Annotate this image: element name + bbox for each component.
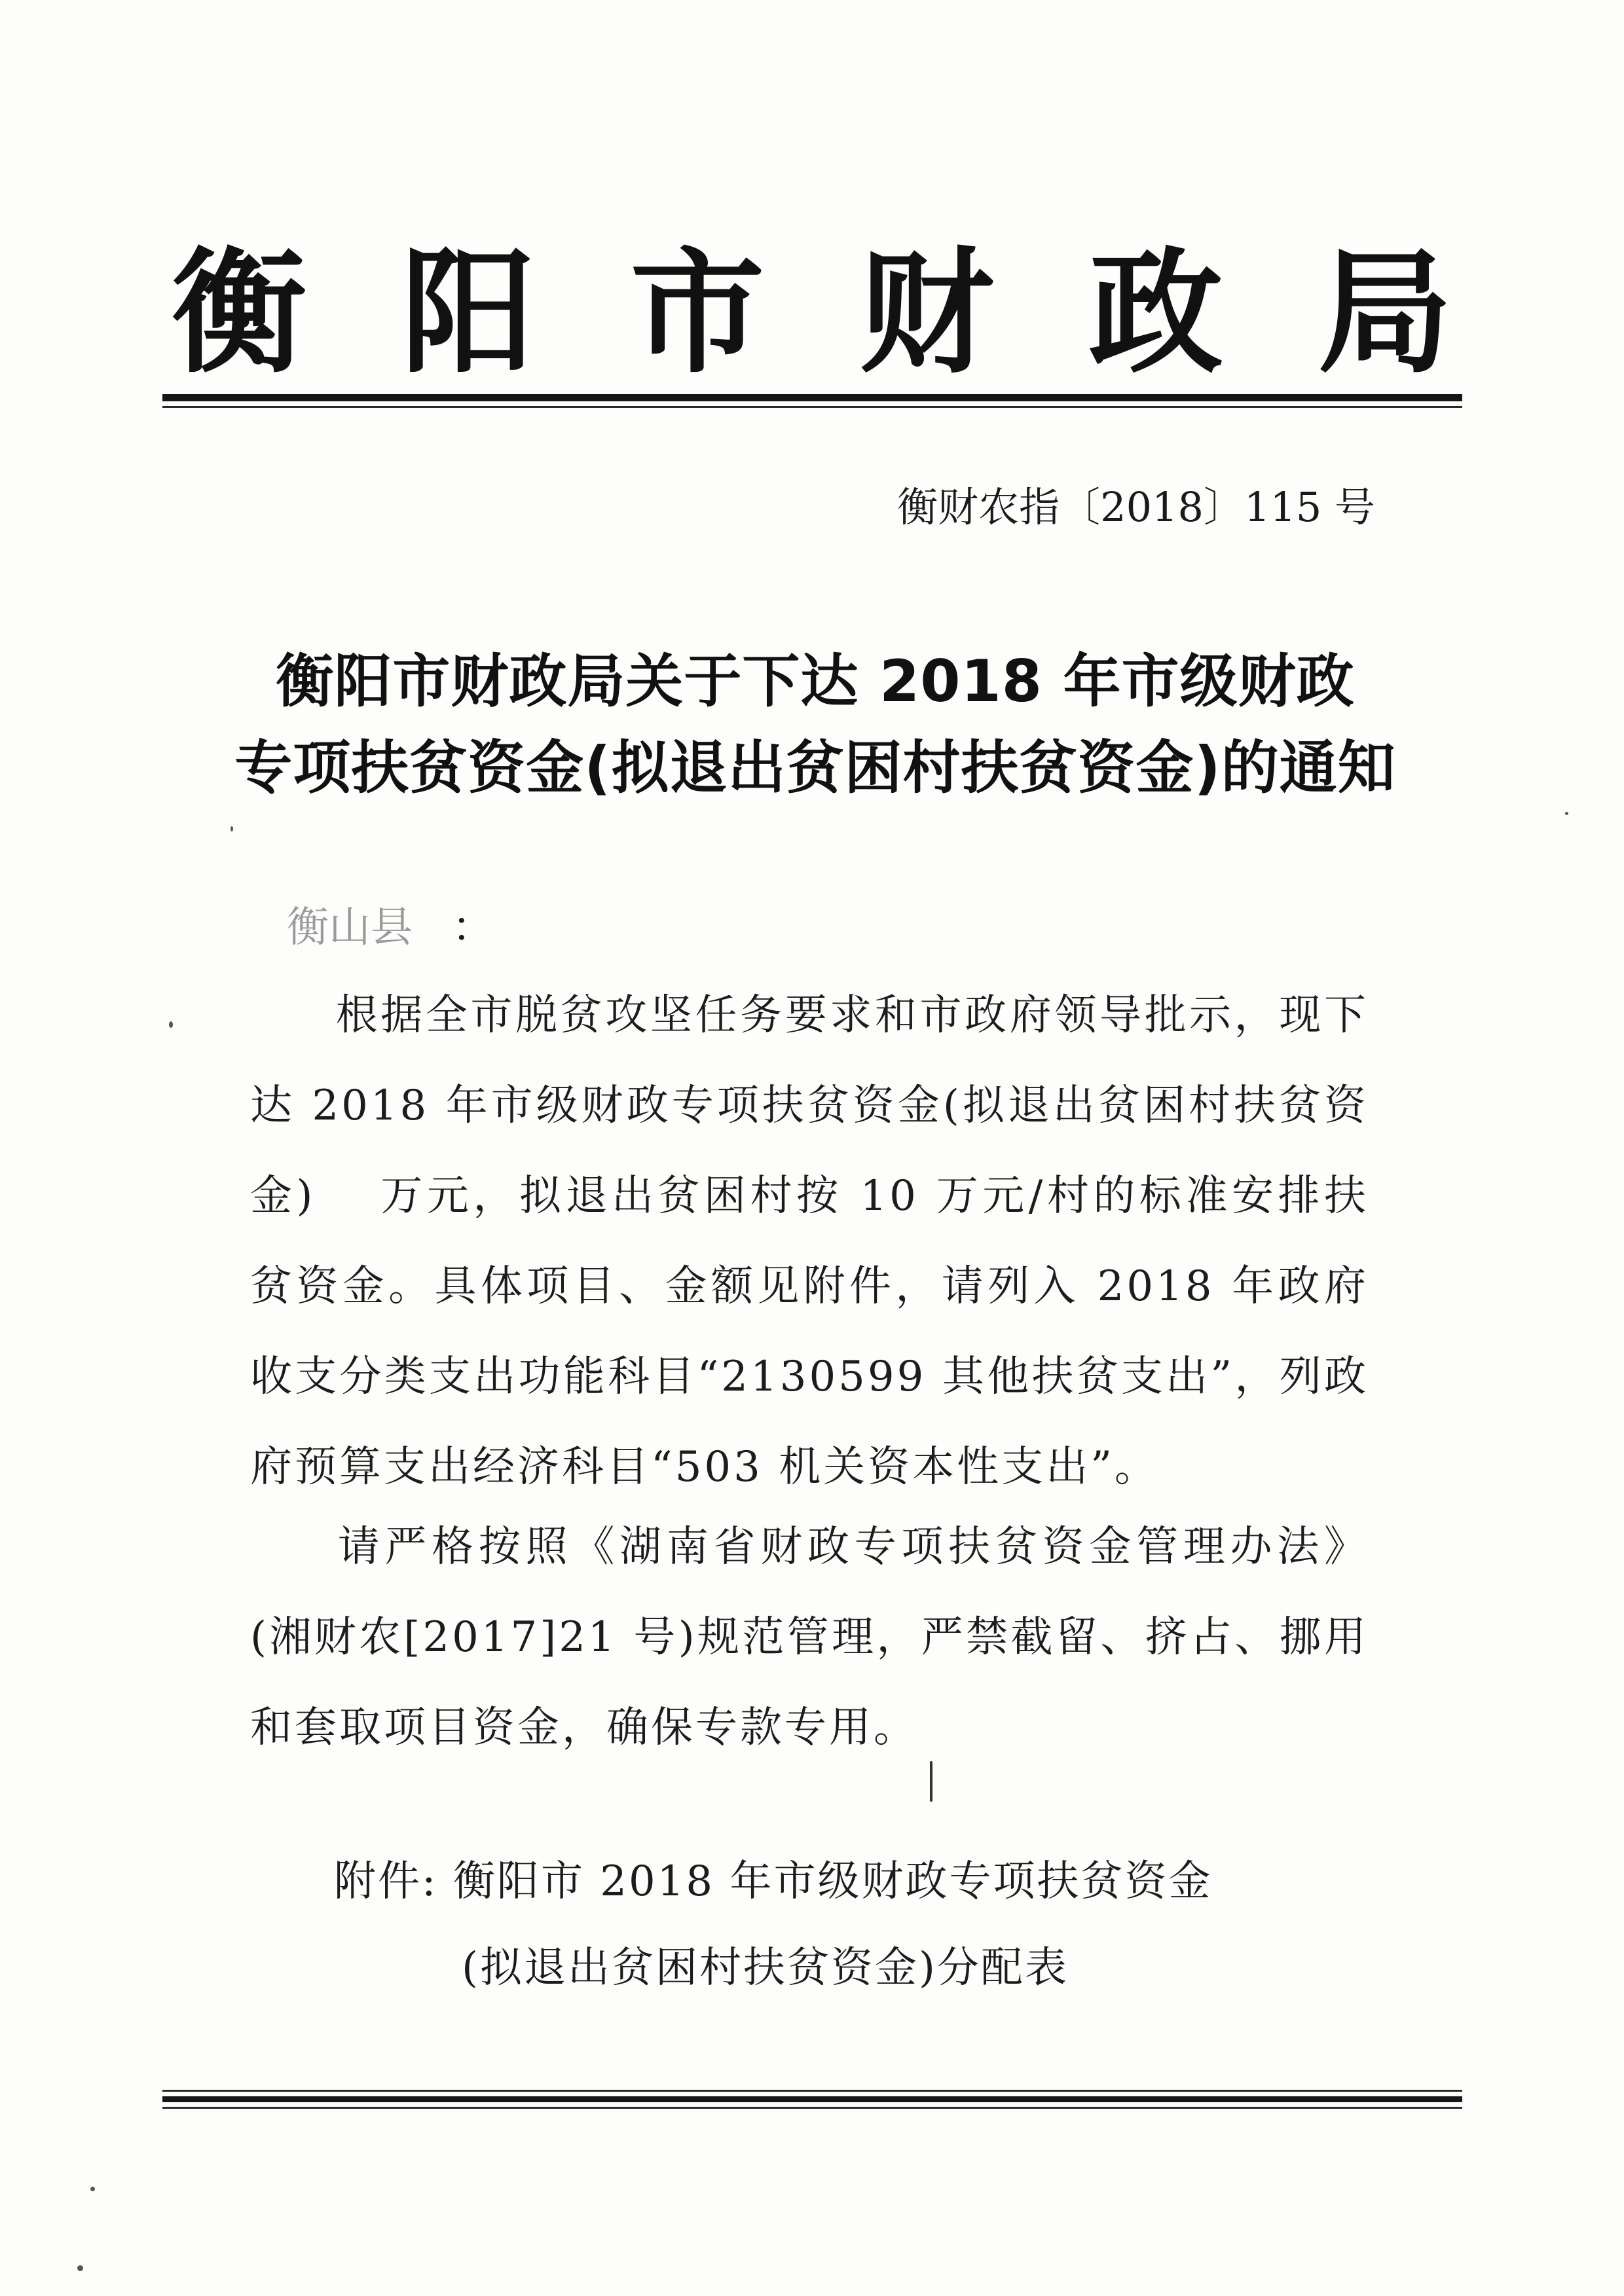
attachment-label: 附件: xyxy=(334,1857,438,1906)
masthead-char: 财 xyxy=(859,234,994,392)
attachment-note xyxy=(334,1838,1212,2011)
paragraph-1-text: 根据全市脱贫攻坚任务要求和市政府领导批示，现下达 2018 年市级财政专项扶贫资金(拟退出贫困村扶贫资金) 万元，拟退出贫困村按 10 万元/村的标准安排扶贫资金。具体项目、金额见附件，请列入 2018 年政府收支分类支出功能科目“2130599 其他扶贫支出”，列政府预算支出经济科目“503 机关资本性支出”。 xyxy=(250,991,1369,1491)
masthead-char: 阳 xyxy=(401,234,536,392)
document-number: 衡财农指〔2018〕115 号 xyxy=(897,483,1375,531)
body-paragraph-2 xyxy=(250,1502,1369,1773)
scan-speck xyxy=(231,826,233,831)
masthead-char: 市 xyxy=(630,234,765,392)
recipient xyxy=(287,894,494,954)
attachment-line-2: (拟退出贫困村扶贫资金)分配表 xyxy=(462,1944,1069,1992)
recipient-colon: ： xyxy=(452,903,494,952)
masthead-char: 局 xyxy=(1318,234,1452,392)
title-line-1: 衡阳市财政局关于下达 2018 年市级财政 xyxy=(276,647,1355,715)
scan-speck xyxy=(77,2265,83,2271)
scan-speck xyxy=(930,1761,932,1802)
header-rule-thin xyxy=(162,406,1462,408)
header-rule-thick xyxy=(162,394,1462,401)
scan-speck xyxy=(169,1021,173,1028)
attachment-line-1: 衡阳市 2018 年市级财政专项扶贫资金 xyxy=(452,1857,1213,1906)
scan-speck xyxy=(90,2187,95,2191)
paragraph-2-text: 请严格按照《湖南省财政专项扶贫资金管理办法》(湘财农[2017]21 号)规范管理，严禁截留、挤占、挪用和套取项目资金，确保专款专用。 xyxy=(250,1523,1369,1752)
title-line-2: 专项扶贫资金(拟退出贫困村扶贫资金)的通知 xyxy=(234,734,1396,801)
footer-rule-thin-lower xyxy=(162,2107,1462,2109)
footer-rule-thick xyxy=(162,2096,1462,2102)
masthead-char: 衡 xyxy=(172,234,306,392)
footer-rule-thin xyxy=(162,2090,1462,2092)
body-paragraph-1 xyxy=(250,970,1369,1512)
masthead-title xyxy=(164,216,1460,392)
recipient-name: 衡山县 xyxy=(287,903,413,952)
scan-speck xyxy=(1565,812,1568,815)
masthead-char: 政 xyxy=(1088,234,1223,392)
document-title xyxy=(216,638,1414,811)
